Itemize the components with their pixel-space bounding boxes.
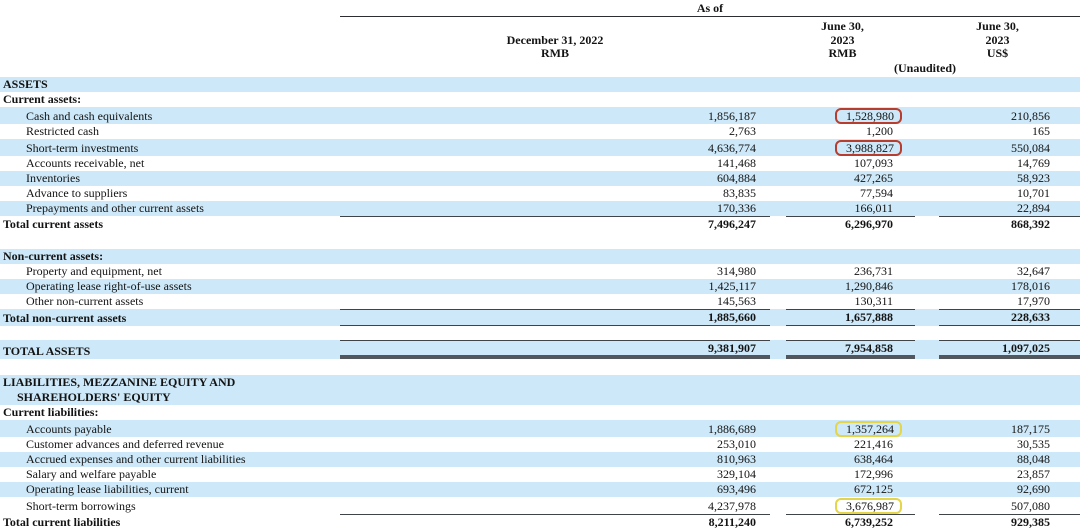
row-label-inventories: Inventories <box>0 171 340 186</box>
value-col3-total-current-assets <box>915 216 1080 232</box>
value-cell: 88,048 <box>1017 451 1050 466</box>
row-total-current-assets <box>0 216 1080 232</box>
row-salary-and-welfare-payable <box>0 467 1080 482</box>
row-accounts-receivable-net <box>0 156 1080 171</box>
value-col2-cash-and-cash-equivalents <box>770 107 915 124</box>
value-col2-other-non-current-assets <box>770 294 915 309</box>
value-col3-property-and-equipment-net <box>915 264 1080 279</box>
row-label-operating-lease-right-of-use-assets: Operating lease right-of-use assets <box>0 279 340 294</box>
value-cell: 868,392 <box>939 216 1080 232</box>
value-col2-salary-and-welfare-payable <box>770 467 915 482</box>
col2-date-line2: 2023 <box>830 32 855 47</box>
value-col3-total-current-liabilities <box>915 514 1080 530</box>
value-col1-operating-lease-right-of-use-assets <box>340 279 770 294</box>
value-cell: 170,336 <box>717 200 756 215</box>
as-of-label: As of <box>696 1 724 15</box>
value-col2-accounts-receivable-net <box>770 156 915 171</box>
row-restricted-cash <box>0 124 1080 139</box>
value-col1-total-current-liabilities <box>340 514 770 530</box>
row-customer-advances-and-deferred-revenue <box>0 437 1080 452</box>
value-col3-assets <box>915 77 1080 92</box>
value-col1-accounts-payable <box>340 420 770 437</box>
value-col2-total-current-assets <box>770 216 915 232</box>
row-advance-to-suppliers <box>0 186 1080 201</box>
value-cell: 83,835 <box>723 185 756 200</box>
row-accounts-payable <box>0 420 1080 437</box>
value-cell: 14,769 <box>1017 155 1050 170</box>
value-col2-total-assets <box>770 340 915 359</box>
value-cell: 929,385 <box>939 514 1080 530</box>
value-col1-restricted-cash <box>340 124 770 139</box>
row-label-total-assets: TOTAL ASSETS <box>0 340 340 359</box>
value-cell: 1,657,888 <box>786 309 915 326</box>
value-col2-current-liabilities <box>770 405 915 420</box>
blank-row-spacer <box>0 359 1080 375</box>
value-cell: 210,856 <box>1011 108 1050 123</box>
value-col1-inventories <box>340 171 770 186</box>
row-blank <box>0 359 1080 375</box>
row-label-liabilities-mezzanine-equity-and <box>0 375 340 405</box>
column-headers <box>0 20 1080 61</box>
value-cell: 166,011 <box>854 200 893 215</box>
value-cell: 6,296,970 <box>786 216 915 232</box>
value-col2-total-non-current-assets <box>770 309 915 326</box>
value-cell: 22,894 <box>1017 200 1050 215</box>
value-cell: 672,125 <box>854 481 893 496</box>
value-cell: 1,425,117 <box>708 278 756 293</box>
value-col1-cash-and-cash-equivalents <box>340 107 770 124</box>
value-cell: 550,084 <box>1011 140 1050 155</box>
value-col2-accounts-payable <box>770 420 915 437</box>
value-cell: 77,594 <box>860 185 893 200</box>
row-label-total-non-current-assets: Total non-current assets <box>0 309 340 326</box>
value-cell: 1,886,689 <box>708 421 756 436</box>
row-label-total-current-assets: Total current assets <box>0 216 340 232</box>
value-col2-property-and-equipment-net <box>770 264 915 279</box>
col-header-december-31-2022 <box>340 20 770 61</box>
value-col2-prepayments-and-other-current-assets <box>770 201 915 216</box>
value-col1-current-assets <box>340 92 770 107</box>
value-col1-total-assets <box>340 340 770 359</box>
value-col2-short-term-borrowings <box>770 497 915 514</box>
value-col3-advance-to-suppliers <box>915 186 1080 201</box>
value-cell <box>786 107 915 124</box>
value-col2-short-term-investments <box>770 139 915 156</box>
col1-currency: RMB <box>541 46 569 60</box>
row-operating-lease-liabilities-current <box>0 482 1080 497</box>
row-label-accounts-payable: Accounts payable <box>0 420 340 437</box>
balance-sheet-table <box>0 77 1080 530</box>
value-col3-liabilities-mezzanine-equity-and <box>915 375 1080 405</box>
value-cell: 253,010 <box>717 436 756 451</box>
col2-date-line1: June 30, <box>821 19 864 33</box>
value-col1-salary-and-welfare-payable <box>340 467 770 482</box>
value-col3-total-assets <box>915 340 1080 359</box>
value-cell: 187,175 <box>1011 421 1050 436</box>
yellow-highlight-box: 3,676,987 <box>835 498 902 514</box>
value-cell: 221,416 <box>854 436 893 451</box>
row-label-current-assets: Current assets: <box>0 92 340 107</box>
col3-currency: US$ <box>986 46 1009 60</box>
value-col2-liabilities-mezzanine-equity-and <box>770 375 915 405</box>
row-total-current-liabilities <box>0 514 1080 530</box>
value-col3-total-non-current-assets <box>915 309 1080 326</box>
row-label-short-term-borrowings: Short-term borrowings <box>0 497 340 514</box>
value-col2-customer-advances-and-deferred-revenue <box>770 437 915 452</box>
value-cell: 228,633 <box>939 309 1080 326</box>
red-highlight-box: 1,528,980 <box>835 108 902 124</box>
value-cell: 4,237,978 <box>708 498 756 513</box>
value-cell: 130,311 <box>854 293 893 308</box>
value-col1-liabilities-mezzanine-equity-and <box>340 375 770 405</box>
section-label-line1: LIABILITIES, MEZZANINE EQUITY AND <box>3 374 236 389</box>
value-col1-accrued-expenses-and-other-current-liabilities <box>340 452 770 467</box>
row-label-assets: ASSETS <box>0 77 340 92</box>
value-cell: 23,857 <box>1017 466 1050 481</box>
value-col2-advance-to-suppliers <box>770 186 915 201</box>
row-label-total-current-liabilities: Total current liabilities <box>0 514 340 530</box>
value-cell: 30,535 <box>1017 436 1050 451</box>
value-col3-operating-lease-liabilities-current <box>915 482 1080 497</box>
value-col3-short-term-investments <box>915 139 1080 156</box>
balance-sheet-rows <box>0 77 1080 530</box>
value-cell: 145,563 <box>717 293 756 308</box>
value-col3-non-current-assets <box>915 249 1080 264</box>
value-col1-current-liabilities <box>340 405 770 420</box>
value-cell: 1,290,846 <box>845 278 893 293</box>
col2-currency: RMB <box>828 46 857 60</box>
value-col2-assets <box>770 77 915 92</box>
value-col3-current-assets <box>915 92 1080 107</box>
row-blank <box>0 232 1080 249</box>
value-col2-total-current-liabilities <box>770 514 915 530</box>
value-col1-operating-lease-liabilities-current <box>340 482 770 497</box>
value-col3-short-term-borrowings <box>915 497 1080 514</box>
unaudited-label: (Unaudited) <box>893 60 956 75</box>
value-col3-inventories <box>915 171 1080 186</box>
value-col1-property-and-equipment-net <box>340 264 770 279</box>
yellow-highlight-box: 1,357,264 <box>835 421 902 437</box>
row-label-property-and-equipment-net: Property and equipment, net <box>0 264 340 279</box>
value-col1-accounts-receivable-net <box>340 156 770 171</box>
col3-date-line1: June 30, <box>976 19 1019 33</box>
value-col1-total-current-assets <box>340 216 770 232</box>
value-cell <box>786 420 915 437</box>
header-rule <box>340 16 1080 17</box>
value-col2-accrued-expenses-and-other-current-liabilities <box>770 452 915 467</box>
table-header <box>0 0 1080 75</box>
row-non-current-assets <box>0 249 1080 264</box>
value-col2-operating-lease-liabilities-current <box>770 482 915 497</box>
value-col1-short-term-investments <box>340 139 770 156</box>
value-col1-customer-advances-and-deferred-revenue <box>340 437 770 452</box>
row-prepayments-and-other-current-assets <box>0 201 1080 216</box>
value-col3-other-non-current-assets <box>915 294 1080 309</box>
value-cell: 8,211,240 <box>340 514 770 530</box>
value-col1-assets <box>340 77 770 92</box>
value-cell: 427,265 <box>854 170 893 185</box>
value-col2-non-current-assets <box>770 249 915 264</box>
col3-date-line2: 2023 <box>985 32 1010 47</box>
row-current-liabilities <box>0 405 1080 420</box>
value-cell: 236,731 <box>854 263 893 278</box>
value-cell: 507,080 <box>1011 498 1050 513</box>
row-label-short-term-investments: Short-term investments <box>0 139 340 156</box>
red-highlight-box: 3,988,827 <box>835 140 902 156</box>
value-col2-current-assets <box>770 92 915 107</box>
row-total-non-current-assets <box>0 309 1080 326</box>
col1-spacer <box>340 20 770 34</box>
row-label-current-liabilities: Current liabilities: <box>0 405 340 420</box>
value-col3-operating-lease-right-of-use-assets <box>915 279 1080 294</box>
row-label-prepayments-and-other-current-assets: Prepayments and other current assets <box>0 201 340 216</box>
row-label-non-current-assets: Non-current assets: <box>0 249 340 264</box>
value-cell: 1,885,660 <box>340 309 770 326</box>
label-column-spacer <box>0 20 340 61</box>
value-col3-accounts-payable <box>915 420 1080 437</box>
value-cell: 7,954,858 <box>786 340 915 359</box>
col1-date: December 31, 2022 <box>506 32 604 47</box>
value-col2-inventories <box>770 171 915 186</box>
value-col1-prepayments-and-other-current-assets <box>340 201 770 216</box>
value-cell: 604,884 <box>717 170 756 185</box>
value-cell: 92,690 <box>1017 481 1050 496</box>
section-label-line2: SHAREHOLDERS' EQUITY <box>17 389 171 404</box>
value-col3-current-liabilities <box>915 405 1080 420</box>
value-cell: 810,963 <box>717 451 756 466</box>
value-cell: 314,980 <box>717 263 756 278</box>
value-cell: 58,923 <box>1017 170 1050 185</box>
row-short-term-borrowings <box>0 497 1080 514</box>
value-col1-other-non-current-assets <box>340 294 770 309</box>
row-blank <box>0 326 1080 340</box>
col-header-june-30-2023-rmb <box>770 20 915 61</box>
value-col2-operating-lease-right-of-use-assets <box>770 279 915 294</box>
value-cell: 165 <box>1032 123 1050 138</box>
value-col2-restricted-cash <box>770 124 915 139</box>
value-cell <box>786 139 915 156</box>
value-col1-non-current-assets <box>340 249 770 264</box>
row-label-restricted-cash: Restricted cash <box>0 124 340 139</box>
row-accrued-expenses-and-other-current-liabilities <box>0 452 1080 467</box>
row-label-accounts-receivable-net: Accounts receivable, net <box>0 156 340 171</box>
row-label-advance-to-suppliers: Advance to suppliers <box>0 186 340 201</box>
row-label-accrued-expenses-and-other-current-liabilities: Accrued expenses and other current liabilities <box>0 452 340 467</box>
row-short-term-investments <box>0 139 1080 156</box>
value-cell: 141,468 <box>717 155 756 170</box>
value-cell: 4,636,774 <box>708 140 756 155</box>
value-cell: 2,763 <box>729 123 756 138</box>
value-cell: 329,104 <box>717 466 756 481</box>
value-col3-accrued-expenses-and-other-current-liabilities <box>915 452 1080 467</box>
value-cell: 172,996 <box>854 466 893 481</box>
row-cash-and-cash-equivalents <box>0 107 1080 124</box>
value-cell: 693,496 <box>717 481 756 496</box>
blank-row-spacer <box>0 326 1080 340</box>
value-col3-accounts-receivable-net <box>915 156 1080 171</box>
value-cell: 9,381,907 <box>340 340 770 359</box>
value-col3-customer-advances-and-deferred-revenue <box>915 437 1080 452</box>
col-header-june-30-2023-usd <box>915 20 1080 61</box>
value-cell: 7,496,247 <box>340 216 770 232</box>
value-col3-restricted-cash <box>915 124 1080 139</box>
value-cell: 1,856,187 <box>708 108 756 123</box>
value-cell: 638,464 <box>854 451 893 466</box>
row-inventories <box>0 171 1080 186</box>
value-cell: 107,093 <box>854 155 893 170</box>
value-cell: 17,970 <box>1017 293 1050 308</box>
value-cell: 10,701 <box>1017 185 1050 200</box>
row-label-cash-and-cash-equivalents: Cash and cash equivalents <box>0 107 340 124</box>
row-property-and-equipment-net <box>0 264 1080 279</box>
row-label-customer-advances-and-deferred-revenue: Customer advances and deferred revenue <box>0 437 340 452</box>
value-col1-advance-to-suppliers <box>340 186 770 201</box>
row-liabilities-mezzanine-equity-and <box>0 375 1080 405</box>
row-total-assets <box>0 340 1080 359</box>
value-col1-short-term-borrowings <box>340 497 770 514</box>
value-cell: 1,097,025 <box>939 340 1080 359</box>
value-col3-salary-and-welfare-payable <box>915 467 1080 482</box>
value-cell <box>786 497 915 514</box>
value-col3-prepayments-and-other-current-assets <box>915 201 1080 216</box>
blank-row-spacer <box>0 232 1080 249</box>
row-operating-lease-right-of-use-assets <box>0 279 1080 294</box>
row-current-assets <box>0 92 1080 107</box>
value-col3-cash-and-cash-equivalents <box>915 107 1080 124</box>
value-col1-total-non-current-assets <box>340 309 770 326</box>
value-cell: 178,016 <box>1011 278 1050 293</box>
row-assets <box>0 77 1080 92</box>
value-cell: 32,647 <box>1017 263 1050 278</box>
row-label-operating-lease-liabilities-current: Operating lease liabilities, current <box>0 482 340 497</box>
row-other-non-current-assets <box>0 294 1080 309</box>
row-label-salary-and-welfare-payable: Salary and welfare payable <box>0 467 340 482</box>
value-cell: 1,200 <box>866 123 893 138</box>
row-label-other-non-current-assets: Other non-current assets <box>0 294 340 309</box>
value-cell: 6,739,252 <box>786 514 915 530</box>
